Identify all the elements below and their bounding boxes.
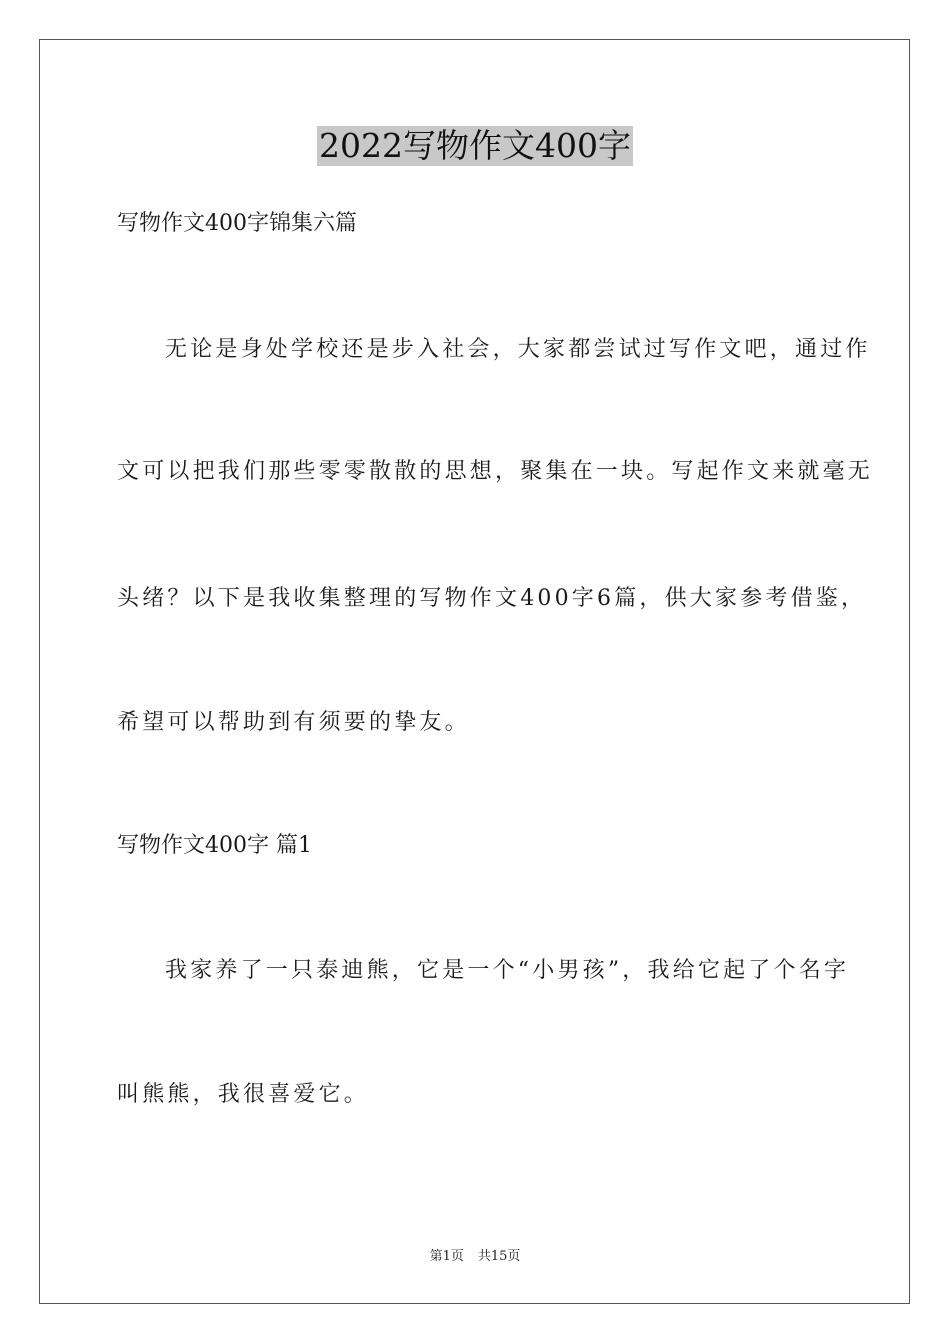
section-heading: 写物作文400字 篇1 [117, 833, 312, 858]
page-number: 第1页 [429, 1249, 464, 1264]
section-line-2: 叫熊熊，我很喜爱它。 [117, 1082, 370, 1107]
section-line-1: 我家养了一只泰迪熊，它是一个“小男孩”，我给它起了个名字 [165, 958, 850, 983]
intro-line-1: 无论是身处学校还是步入社会，大家都尝试过写作文吧，通过作 [165, 337, 871, 362]
page-footer [0, 1248, 950, 1266]
title-container [0, 126, 950, 166]
intro-line-2: 文可以把我们那些零零散散的思想，聚集在一块。写起作文来就毫无 [117, 459, 874, 484]
document-title: 2022写物作文400字 [319, 126, 631, 165]
page-total: 共15页 [477, 1249, 521, 1264]
intro-line-4: 希望可以帮助到有须要的挚友。 [117, 710, 470, 735]
intro-line-3: 头绪？以下是我收集整理的写物作文400字6篇，供大家参考借鉴， [117, 586, 867, 611]
document-subtitle: 写物作文400字锦集六篇 [117, 211, 357, 236]
